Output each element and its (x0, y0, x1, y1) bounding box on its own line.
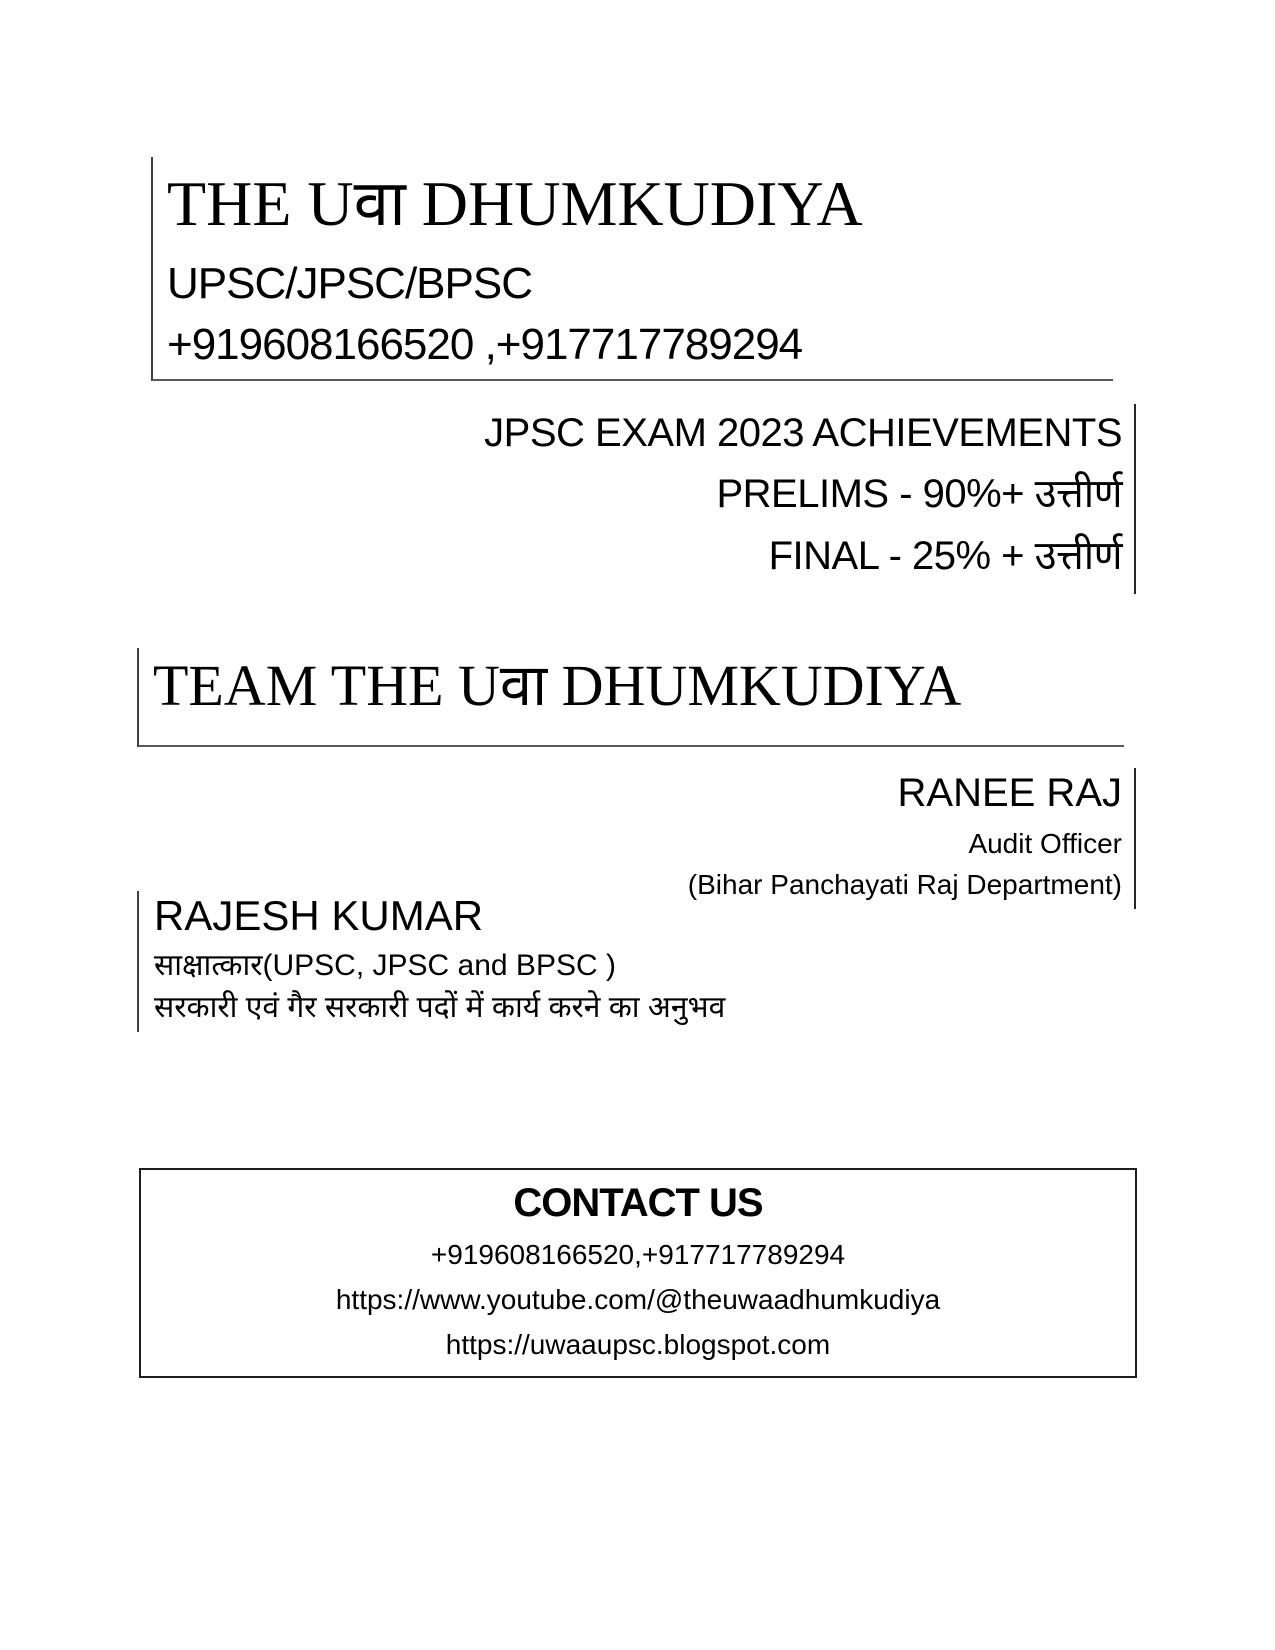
achievements-section (484, 404, 1136, 594)
member-experience: सरकारी एवं गैर सरकारी पदों में कार्य करने का अनुभव (154, 990, 726, 1024)
achievements-heading: JPSC EXAM 2023 ACHIEVEMENTS (484, 411, 1122, 455)
member-name: RAJESH KUMAR (154, 892, 484, 939)
letterhead (151, 157, 1113, 381)
youtube-link[interactable]: https://www.youtube.com/@theuwaadhumkudiya (335, 1284, 941, 1316)
contact-heading: CONTACT US (513, 1181, 763, 1225)
achievements-prelims-result: PRELIMS - 90%+ उत्तीर्ण (716, 472, 1122, 516)
team-member-rajesh-kumar (137, 891, 725, 1032)
contact-phone-numbers: +919608166520,+917717789294 (430, 1239, 846, 1270)
letterhead-phone-numbers: +919608166520 ,+917717789294 (167, 319, 803, 369)
member-name: RANEE RAJ (897, 771, 1122, 815)
member-role: Audit Officer (968, 828, 1122, 859)
team-member-ranee-raj (688, 768, 1136, 909)
member-department: (Bihar Panchayati Raj Department) (687, 869, 1122, 901)
achievements-final-result: FINAL - 25% + उत्तीर्ण (768, 534, 1122, 578)
team-section-heading: TEAM THE Uवा DHUMKUDIYA (137, 648, 1124, 747)
contact-box (139, 1168, 1137, 1378)
letterhead-subtitle: UPSC/JPSC/BPSC (167, 259, 532, 309)
member-role: साक्षात्कार(UPSC, JPSC and BPSC ) (154, 949, 616, 983)
page-title: THE Uवा DHUMKUDIYA (167, 168, 863, 239)
blog-link[interactable]: https://uwaaupsc.blogspot.com (445, 1329, 831, 1361)
